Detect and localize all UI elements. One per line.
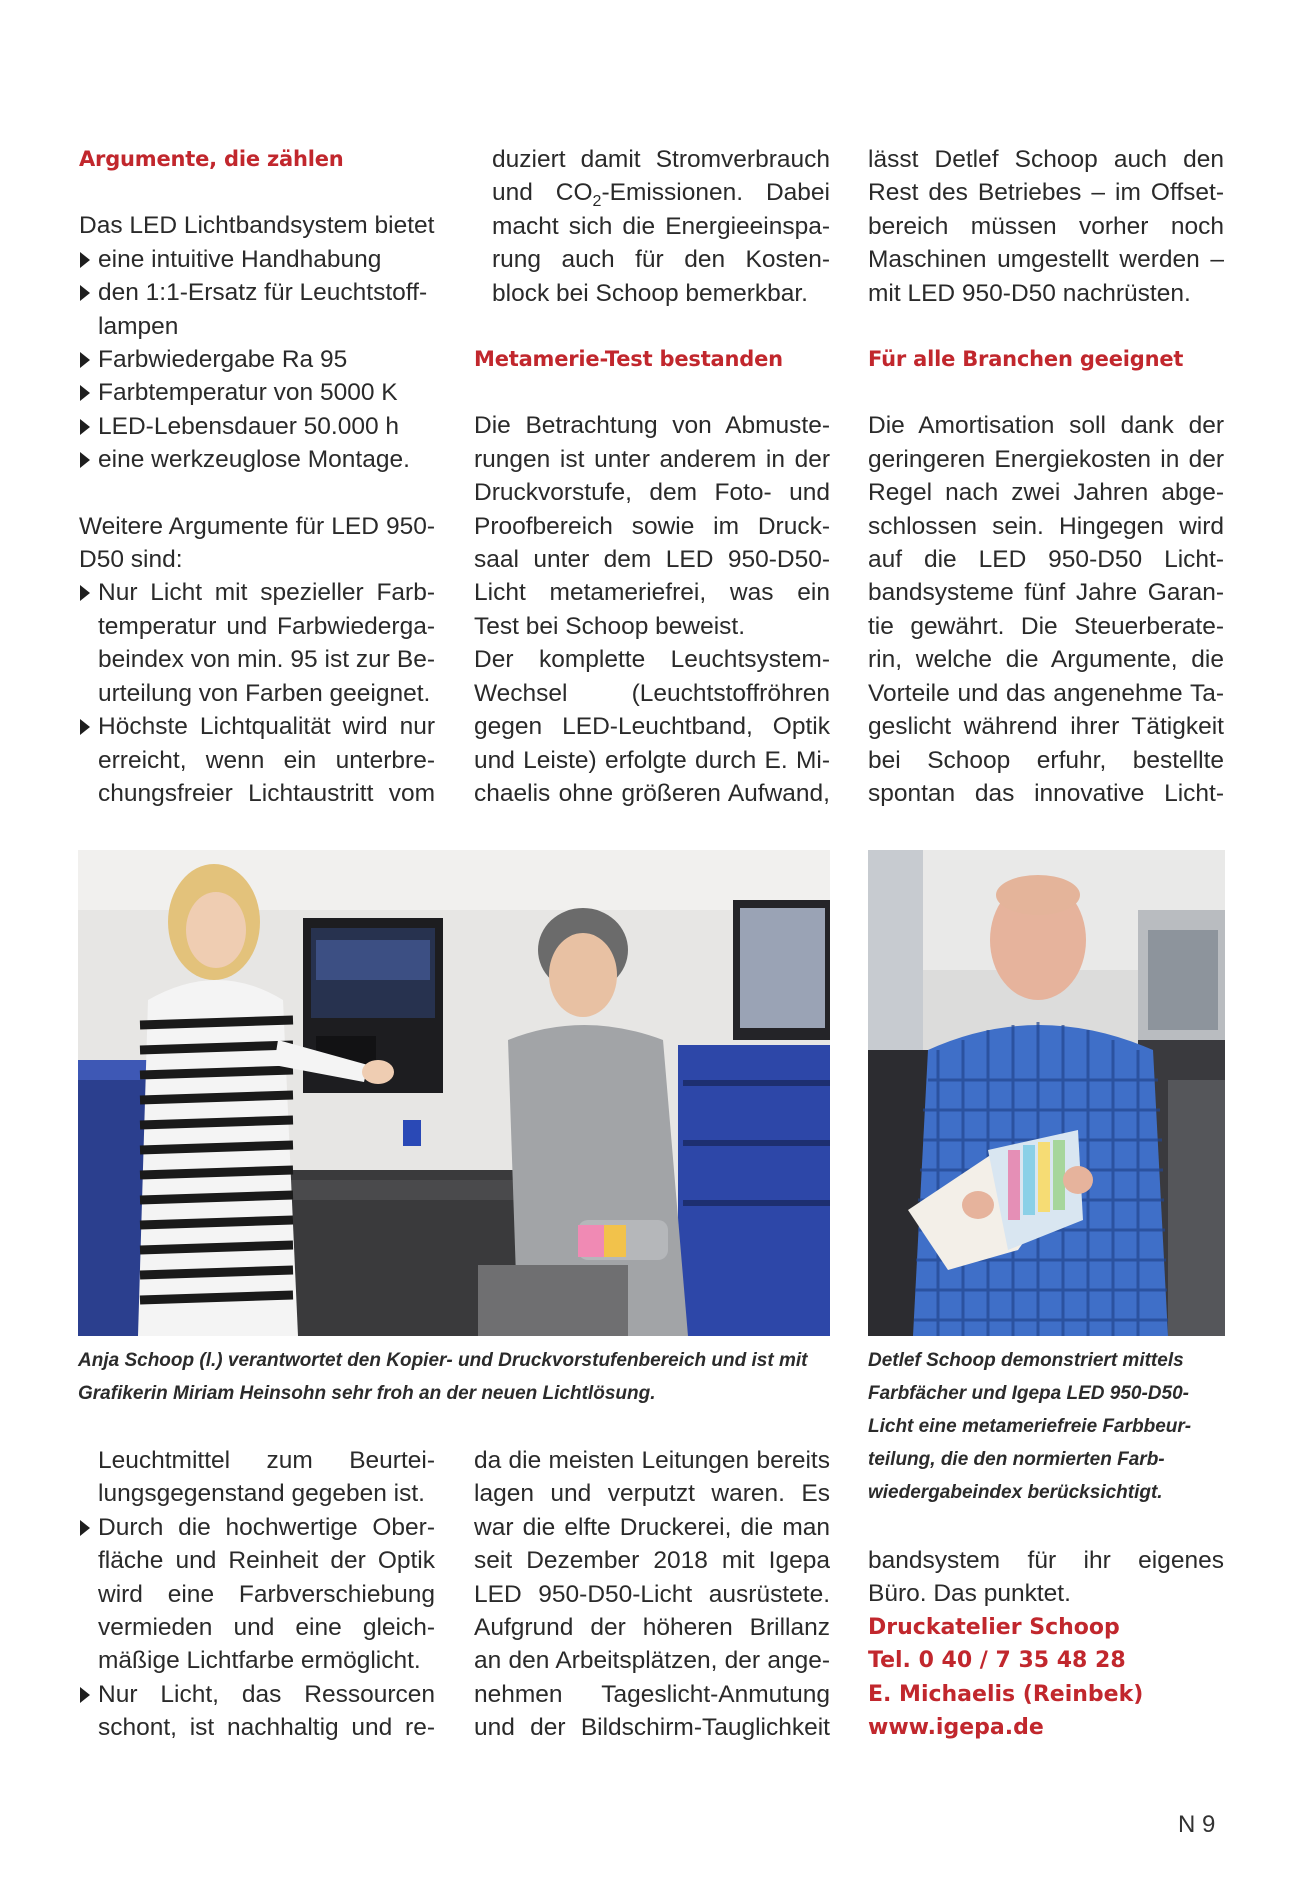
bottom-argument-list: [79, 1511, 435, 1745]
bottom-col1-continuation: Leuchtmittel zum Beurtei-lungsgegenstand gegeben ist.: [98, 1447, 435, 1508]
caption-left: Anja Schoop (l.) verantwortet den Kopier- und Druckvorstufenbereich und ist mit Grafikerin Miriam Heinsohn sehr froh an der neuen Lichtlösung.: [78, 1350, 808, 1404]
triangle-bullet-icon: [80, 285, 90, 301]
photo-illustration: [78, 850, 830, 1336]
list-item: eine intuitive Handhabung: [79, 243, 435, 276]
triangle-bullet-icon: [80, 419, 90, 435]
triangle-bullet-icon: [80, 719, 90, 735]
list-item: Nur Licht, das Ressourcen schont, ist nachhaltig und re-: [79, 1678, 435, 1745]
list-item: Höchste Lichtqualität wird nur erreicht, wenn ein unterbre-chungsfreier Lichtaustritt vom: [79, 710, 435, 810]
triangle-bullet-icon: [80, 1687, 90, 1703]
contact-company: Druckatelier Schoop: [868, 1614, 1120, 1640]
triangle-bullet-icon: [80, 385, 90, 401]
list-item: LED-Lebensdauer 50.000 h: [79, 410, 435, 443]
contact-website[interactable]: www.igepa.de: [868, 1715, 1044, 1741]
intro-text: Das LED Lichtbandsystem bietet: [79, 212, 435, 240]
photo-anja-miriam: [78, 850, 830, 1336]
metamerie-paragraph-1: Die Betrachtung von Abmuste-rungen ist unter anderem in der Druckvorstufe, dem Foto- und Proofbereich sowie im Druck-saal unter dem LED 950-D50-Licht metameriefrei, was ein Test bei Schoop beweist.: [474, 412, 830, 640]
list-item: eine werkzeuglose Montage.: [79, 443, 435, 476]
bottom-col2-text: da die meisten Leitungen bereits lagen und verputzt waren. Es war die elfte Druckerei, die man seit Dezember 2018 mit Igepa LED 950-D50-Licht ausrüstete. Aufgrund der höheren Brillanz an den Arbeitsplätzen, der ange-nehmen Tageslicht-Anmutung und der Bildschirm-Tauglichkeit: [474, 1447, 830, 1742]
heading-argumente: Argumente, die zählen: [79, 147, 344, 171]
list-item: Farbtemperatur von 5000 K: [79, 376, 435, 409]
column-3-top-text: lässt Detlef Schoop auch den Rest des Betriebes – im Offset-bereich müssen vorher noch Maschinen umgestellt werden – mit LED 950-D50 nachrüsten.: [868, 146, 1224, 307]
branchen-paragraph: Die Amortisation soll dank der geringeren Energiekosten in der Regel nach zwei Jahren abge-schlossen sein. Hingegen wird auf die LED 950-D50 Licht-bandsysteme fünf Jahre Garan-tie gewährt. Die Steuerberate-rin, welche die Argumente, die Vorteile und das angenehme Ta-geslicht während ihrer Tätigkeit bei Schoop erfuhr, bestellte spontan das innovative Licht-: [868, 412, 1224, 807]
triangle-bullet-icon: [80, 352, 90, 368]
photo-detlef: [868, 850, 1225, 1336]
bottom-column-2: [474, 1444, 830, 1745]
contact-phone: Tel. 0 40 / 7 35 48 28: [868, 1648, 1126, 1674]
list-item: Farbwiedergabe Ra 95: [79, 343, 435, 376]
heading-metamerie: Metamerie-Test bestanden: [474, 347, 783, 372]
page-number: N 9: [1178, 1811, 1216, 1838]
heading-branchen: Für alle Branchen geeignet: [868, 347, 1184, 372]
column-2-top-text: duziert damit Stromverbrauch und $CO_2$-Emissionen. Dabei macht sich die Energieeinspa-rung auch für den Kosten-block bei Schoop bemerkbar.: [492, 146, 830, 307]
triangle-bullet-icon: [80, 452, 90, 468]
metamerie-paragraph-2: Der komplette Leuchtsystem-Wechsel (Leuchtstoffröhren gegen LED-Leuchtband, Optik und Leiste) erfolgte durch E. Mi-chaelis ohne größeren Aufwand,: [474, 646, 830, 807]
feature-list: [79, 243, 435, 477]
triangle-bullet-icon: [80, 1520, 90, 1536]
column-3: [868, 143, 1224, 810]
bottom-column-3: [868, 1544, 1224, 1744]
bottom-column-1: [79, 1444, 435, 1745]
list-item: Durch die hochwertige Ober-fläche und Reinheit der Optik wird eine Farbverschiebung vermieden und eine gleich-mäßige Lichtfarbe ermöglicht.: [79, 1511, 435, 1678]
contact-partner: E. Michaelis (Reinbek): [868, 1681, 1144, 1707]
argument-list: [79, 576, 435, 810]
list-item: den 1:1-Ersatz für Leuchtstoff-lampen: [79, 276, 435, 343]
bottom-col3-text: bandsystem für ihr eigenes Büro. Das punktet.: [868, 1547, 1224, 1608]
photo-illustration: [868, 850, 1225, 1336]
caption-right: Detlef Schoop demonstriert mittels Farbfächer und Igepa LED 950-D50-Licht eine metameriefreie Farbbeur-teilung, die den normierten Farb-wiedergabeindex berücksichtigt.: [868, 1350, 1192, 1503]
column-1: [79, 143, 435, 810]
triangle-bullet-icon: [80, 252, 90, 268]
triangle-bullet-icon: [80, 585, 90, 601]
contact-block: [868, 1611, 1224, 1745]
list-item: Nur Licht mit spezieller Farb-temperatur und Farbwiederga-beindex von min. 95 ist zur Be-urteilung von Farben geeignet.: [79, 576, 435, 710]
column-2: [474, 143, 830, 810]
further-arguments-text: Weitere Argumente für LED 950-D50 sind:: [79, 512, 435, 574]
